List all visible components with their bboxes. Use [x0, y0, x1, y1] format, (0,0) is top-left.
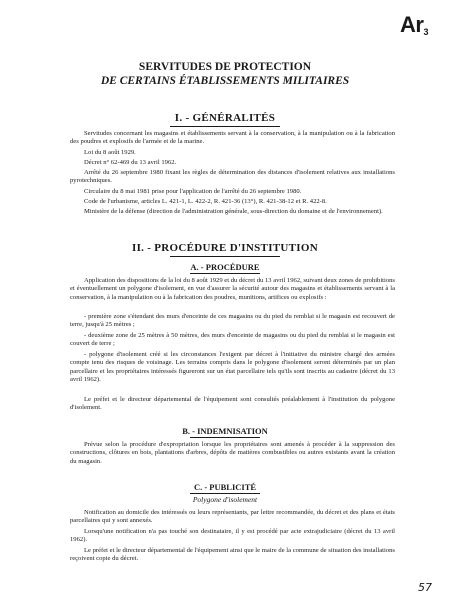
heading-underline [170, 256, 280, 257]
paragraph: - polygone d'isolement créé si les circonstances l'exigent par décret à l'initiative du ministre chargé des armées compte tenu des risques de voisinage. Les terrains compris dans le polygone d'isolement seront déterminés par un plan parcellaire et les propriétaires intéressés figureront sur un état parcellaire tels qu'ils sont inscrits au cadastre (décret du 13 avril 1962). [70, 351, 395, 383]
paragraph: - première zone s'étendant des murs d'enceinte de ces magasins ou du pied du remblai si le magasin est recouvert de terre, jusqu'à 25 mètres ; [70, 313, 395, 329]
document-code-subscript: 3 [423, 27, 428, 37]
paragraph: Le préfet et le directeur départemental de l'équipement ainsi que le maire de la commune de situation des installations reçoivent copie du décret. [70, 547, 395, 563]
paragraph: Prévue selon la procédure d'expropriation lorsque les propriétaires sont amenés à procéder à la suppression des constructions, clôtures en bois, plantations d'arbres, dépôts de matières combustibles ou autres existants avant la création du magasin. [70, 441, 395, 465]
document-code [400, 12, 428, 38]
paragraph: Application des dispositions de la loi du 8 août 1929 et du décret du 13 avril 1962, suivant deux zones de prohibitions et éventuellement un polygone d'isolement, en vue d'assurer la sécurité autour des magasins et établissements servant à la conservation, à la manipulation ou à la fabrication des poudres, munitions, artifices ou explosifs : [70, 277, 395, 301]
paragraph: Servitudes concernant les magasins et établissements servant à la conservation, à la manipulation ou à la fabrication des poudres et explosifs de l'armée et de la marine. [70, 130, 395, 146]
subsection-heading-text: B. - INDEMNISATION [182, 426, 268, 436]
paragraph: Notification au domicile des intéressés ou leurs représentants, par lettre recommandée, du décret et des plans et états parcellaires qui y sont annexés. [70, 509, 395, 525]
subsection-heading-text: A. - PROCÉDURE [190, 262, 260, 272]
subsection-heading-procedure [0, 262, 450, 274]
section-heading-generalites [0, 112, 450, 127]
document-code-text: Ar [400, 12, 424, 37]
subsection-underline [190, 273, 260, 274]
paragraph: Circulaire du 8 mai 1981 prise pour l'application de l'arrêté du 26 septembre 1980. [84, 188, 302, 195]
paragraph: Arrêté du 26 septembre 1980 fixant les règles de détermination des distances d'isolement relatives aux installations pyrotechniques. [70, 169, 395, 185]
heading-underline [170, 126, 280, 127]
subsection-heading-publicite [0, 482, 450, 494]
subsection-underline [190, 493, 260, 494]
subsection-heading-indemnisation [0, 426, 450, 438]
paragraph: Ministère de la défense (direction de l'administration générale, sous-direction du domaine et de l'environnement). [84, 208, 383, 215]
paragraph: Décret n° 62-469 du 13 avril 1962. [84, 159, 177, 166]
paragraph: Loi du 8 août 1929. [84, 149, 136, 156]
section-heading-text: II. - PROCÉDURE D'INSTITUTION [132, 242, 318, 254]
subsection-subheading-polygone: Polygone d'isolement [192, 495, 258, 504]
page-title [0, 60, 450, 88]
subsection-heading-text: C. - PUBLICITÉ [193, 482, 257, 492]
title-line-1: SERVITUDES DE PROTECTION [138, 61, 312, 73]
paragraph: - deuxième zone de 25 mètres à 50 mètres, des murs d'enceinte de magasins ou du pied du remblai si le magasin est couvert de terre ; [70, 332, 395, 348]
page-number: 57 [418, 581, 432, 594]
section-heading-procedure-institution [0, 242, 450, 257]
title-line-2: DE CERTAINS ÉTABLISSEMENTS MILITAIRES [100, 75, 350, 87]
subsection-underline [190, 437, 260, 438]
paragraph: Le préfet et le directeur départemental de l'équipement sont consultés préalablement à l'institution du polygone d'isolement. [70, 396, 395, 412]
paragraph: Lorsqu'une notification n'a pas touché son destinataire, il y est procédé par acte extrajudiciaire (décret du 13 avril 1962). [70, 528, 395, 544]
section-heading-text: I. - GÉNÉRALITÉS [174, 112, 276, 124]
paragraph: Code de l'urbanisme, articles L. 421-1, L. 422-2, R. 421-36 (13°), R. 421-38-12 et R. 422-8. [84, 198, 327, 205]
